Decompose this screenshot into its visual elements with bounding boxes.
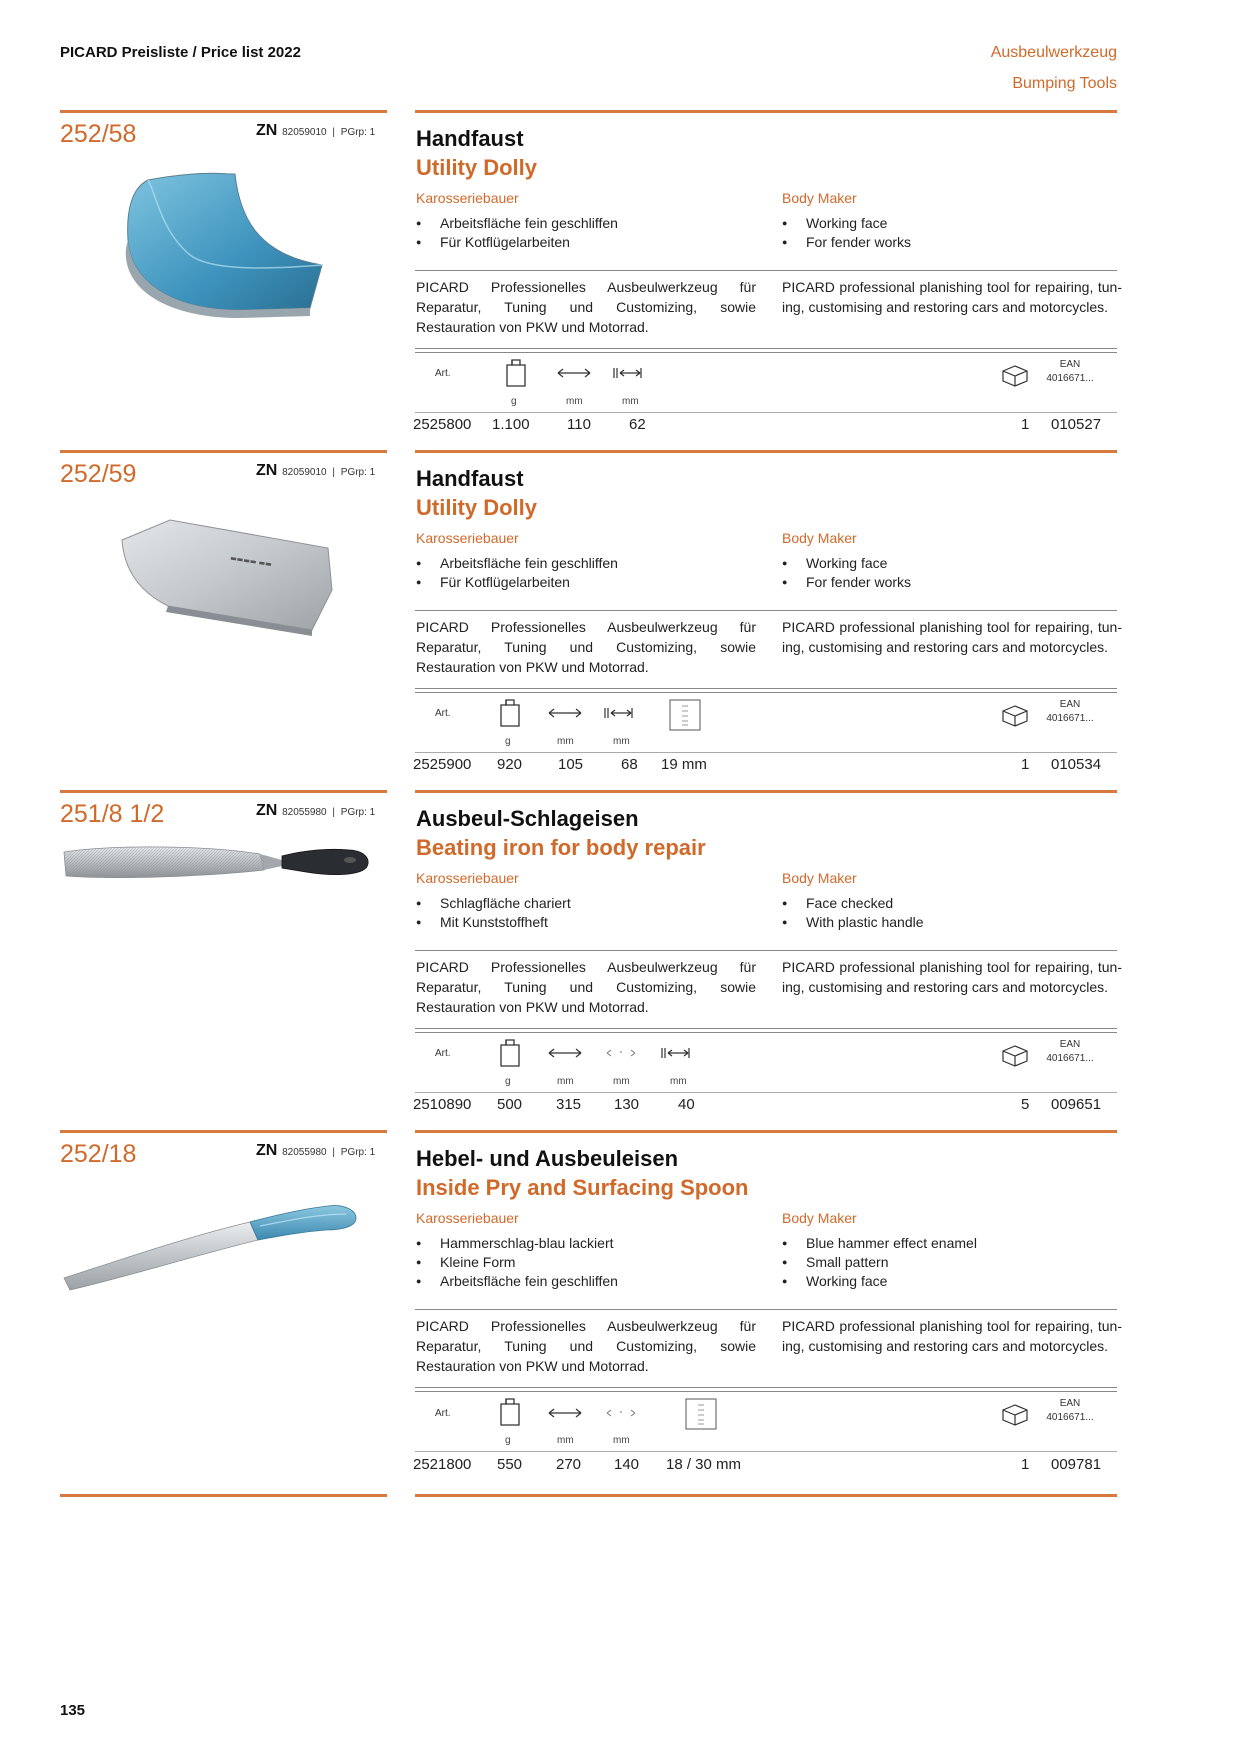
feature-item: ● Face checked — [782, 894, 1122, 913]
zn-info — [256, 122, 375, 140]
description-de: PICARD Professionelles Ausbeulwerkzeug für Reparatur, Tuning und Customizing, sowie Restauration von PKW und Motorrad. — [416, 959, 756, 1015]
blade-length-icon — [603, 1047, 639, 1059]
section-divider — [415, 950, 1117, 951]
pack-quantity: 1 — [1021, 756, 1030, 773]
ean-header — [1040, 1038, 1100, 1066]
zn-separator: | — [332, 807, 335, 818]
length-icon — [547, 707, 583, 719]
features-de-column — [416, 190, 756, 252]
zn-code: 82055980 — [282, 1147, 327, 1158]
ean-suffix: 009651 — [1051, 1096, 1102, 1113]
ean-header — [1040, 1397, 1100, 1425]
orange-rule-right — [415, 1130, 1117, 1133]
product-block-4 — [0, 1130, 1240, 1500]
feature-item: ● Für Kotflügelarbeiten — [416, 233, 756, 252]
zn-code: 82059010 — [282, 467, 327, 478]
description-de: PICARD Professionelles Ausbeulwerkzeug für Reparatur, Tuning und Customizing, sowie Restauration von PKW und Motorrad. — [416, 279, 756, 335]
thickness-gauge-icon — [684, 1397, 718, 1431]
unit-label: g — [505, 736, 511, 747]
ean-prefix: 4016671... — [1046, 373, 1094, 384]
art-header: Art. — [435, 1048, 451, 1059]
section-divider — [415, 1309, 1117, 1310]
column-heading-en: Body Maker — [782, 1210, 857, 1226]
product-title-de: Handfaust — [416, 466, 524, 491]
ean-suffix: 010527 — [1051, 416, 1102, 433]
zn-separator: | — [332, 467, 335, 478]
table-top-rule-2 — [415, 1032, 1117, 1033]
unit-label: mm — [557, 736, 574, 747]
pgrp: PGrp: 1 — [340, 467, 376, 478]
art-header: Art. — [435, 368, 451, 379]
package-box-icon — [1000, 704, 1030, 728]
features-list-de — [416, 1234, 756, 1291]
length-value: 315 — [556, 1096, 582, 1113]
column-heading-en: Body Maker — [782, 870, 857, 886]
width-icon — [660, 1047, 694, 1059]
ean-suffix: 010534 — [1051, 756, 1102, 773]
article-number: 251/8 1/2 — [60, 800, 165, 828]
column-heading-de: Karosseriebauer — [416, 870, 519, 886]
product-title-en: Utility Dolly — [416, 495, 538, 520]
table-top-rule — [415, 1387, 1117, 1388]
feature-item: ● For fender works — [782, 573, 1122, 592]
category-de: Ausbeulwerkzeug — [990, 44, 1117, 61]
ean-label: EAN — [1059, 699, 1081, 710]
width-value: 62 — [629, 416, 646, 433]
features-en-column — [782, 870, 1122, 932]
thickness-gauge-icon — [668, 698, 702, 732]
width-icon — [603, 707, 637, 719]
product-title-de: Handfaust — [416, 126, 524, 151]
features-en-column — [782, 1210, 1122, 1291]
feature-item: ● Working face — [782, 214, 1122, 233]
unit-label: g — [505, 1076, 511, 1087]
unit-label: mm — [557, 1435, 574, 1446]
length-value: 110 — [567, 416, 591, 433]
zn-info — [256, 462, 375, 480]
orange-rule-left — [60, 110, 387, 113]
product-block-2 — [0, 450, 1240, 790]
zn-label: ZN — [256, 122, 278, 139]
feature-item: ● Arbeitsfläche fein geschliffen — [416, 554, 756, 573]
column-heading-de: Karosseriebauer — [416, 530, 519, 546]
width-value: 68 — [621, 756, 638, 773]
article-code: 2510890 — [413, 1096, 472, 1113]
article-code: 2521800 — [413, 1456, 472, 1473]
column-heading-de: Karosseriebauer — [416, 1210, 519, 1226]
width-icon — [612, 367, 646, 379]
feature-item: ● With plastic handle — [782, 913, 1122, 932]
orange-rule-right — [415, 790, 1117, 793]
section-divider — [415, 270, 1117, 271]
ean-suffix: 009781 — [1051, 1456, 1102, 1473]
length-icon — [547, 1407, 583, 1419]
unit-label: mm — [670, 1076, 687, 1087]
length-value: 105 — [558, 756, 584, 773]
page-header-title: PICARD Preisliste / Price list 2022 — [60, 44, 301, 61]
table-top-rule-2 — [415, 1391, 1117, 1392]
table-top-rule-2 — [415, 692, 1117, 693]
features-list-en — [782, 214, 1122, 252]
article-code: 2525800 — [413, 416, 472, 433]
article-code: 2525900 — [413, 756, 472, 773]
section-divider — [415, 610, 1117, 611]
table-top-rule — [415, 1028, 1117, 1029]
feature-item: ● Working face — [782, 1272, 1122, 1291]
orange-rule-left — [60, 790, 387, 793]
feature-item: ● Für Kotflügelarbeiten — [416, 573, 756, 592]
table-top-rule-2 — [415, 352, 1117, 353]
features-list-de — [416, 894, 756, 932]
features-list-en — [782, 894, 1122, 932]
product-title-en: Utility Dolly — [416, 155, 538, 180]
beating-iron-image — [60, 840, 387, 1020]
weight-value: 920 — [497, 756, 523, 773]
width-value: 40 — [678, 1096, 695, 1113]
pack-quantity: 5 — [1021, 1096, 1030, 1113]
ean-prefix: 4016671... — [1046, 1412, 1094, 1423]
feature-item: ● Hammerschlag-blau lackiert — [416, 1234, 756, 1253]
product-title-de: Hebel- und Ausbeuleisen — [416, 1146, 679, 1171]
orange-rule-right — [415, 110, 1117, 113]
zn-label: ZN — [256, 462, 278, 479]
blade-length-value: 140 — [614, 1456, 640, 1473]
article-number: 252/58 — [60, 120, 137, 148]
weight-value: 550 — [497, 1456, 523, 1473]
feature-item: ● For fender works — [782, 233, 1122, 252]
pgrp: PGrp: 1 — [340, 127, 376, 138]
feature-item: ● Schlagfläche chariert — [416, 894, 756, 913]
feature-item: ● Blue hammer effect enamel — [782, 1234, 1122, 1253]
unit-label: mm — [613, 1076, 630, 1087]
feature-item: ● Small pattern — [782, 1253, 1122, 1272]
package-box-icon — [1000, 1044, 1030, 1068]
unit-label: g — [511, 396, 517, 407]
page-number: 135 — [60, 1702, 86, 1719]
utility-dolly-curved-image — [60, 160, 387, 340]
zn-label: ZN — [256, 802, 278, 819]
features-en-column — [782, 190, 1122, 252]
column-heading-en: Body Maker — [782, 190, 857, 206]
ean-header — [1040, 358, 1100, 386]
product-title-en: Inside Pry and Surfacing Spoon — [416, 1175, 749, 1200]
pack-quantity: 1 — [1021, 1456, 1030, 1473]
orange-rule-left — [60, 450, 387, 453]
feature-item: ● Arbeitsfläche fein geschliffen — [416, 1272, 756, 1291]
table-header-rule — [415, 752, 1117, 753]
description-en: PICARD professional planishing tool for repairing, tun- ing, customising and restoring cars and motorcycles. — [782, 619, 1122, 655]
feature-item: ● Working face — [782, 554, 1122, 573]
ean-prefix: 4016671... — [1046, 1053, 1094, 1064]
zn-separator: | — [332, 1147, 335, 1158]
pgrp: PGrp: 1 — [340, 1147, 376, 1158]
weight-value: 500 — [497, 1096, 523, 1113]
unit-label: mm — [622, 396, 639, 407]
weight-icon — [499, 1397, 521, 1427]
features-en-column — [782, 530, 1122, 592]
thickness-value: 19 mm — [661, 756, 707, 773]
table-header-rule — [415, 1451, 1117, 1452]
feature-item: ● Kleine Form — [416, 1253, 756, 1272]
zn-label: ZN — [256, 1142, 278, 1159]
svg-text:▬▬▬▬ ▬▬: ▬▬▬▬ ▬▬ — [229, 554, 273, 569]
orange-rule-bottom-right — [415, 1494, 1117, 1497]
weight-icon — [505, 358, 527, 388]
ean-label: EAN — [1059, 1039, 1081, 1050]
features-de-column — [416, 1210, 756, 1291]
unit-label: mm — [557, 1076, 574, 1087]
ean-label: EAN — [1059, 1398, 1081, 1409]
ean-prefix: 4016671... — [1046, 713, 1094, 724]
art-header: Art. — [435, 708, 451, 719]
zn-code: 82055980 — [282, 807, 327, 818]
thickness-value: 18 / 30 mm — [666, 1456, 742, 1473]
description-en: PICARD professional planishing tool for repairing, tun- ing, customising and restoring cars and motorcycles. — [782, 959, 1122, 995]
unit-label: mm — [566, 396, 583, 407]
pry-spoon-image — [60, 1180, 387, 1360]
blade-length-icon — [603, 1407, 639, 1419]
pgrp: PGrp: 1 — [340, 807, 376, 818]
description-en: PICARD professional planishing tool for repairing, tun- ing, customising and restoring cars and motorcycles. — [782, 1318, 1122, 1354]
length-icon — [547, 1047, 583, 1059]
features-de-column — [416, 870, 756, 932]
orange-rule-right — [415, 450, 1117, 453]
weight-icon — [499, 698, 521, 728]
ean-header — [1040, 698, 1100, 726]
zn-code: 82059010 — [282, 127, 327, 138]
pack-quantity: 1 — [1021, 416, 1030, 433]
length-value: 270 — [556, 1456, 582, 1473]
table-top-rule — [415, 348, 1117, 349]
package-box-icon — [1000, 364, 1030, 388]
table-top-rule — [415, 688, 1117, 689]
feature-item: ● Arbeitsfläche fein geschliffen — [416, 214, 756, 233]
article-number: 252/59 — [60, 460, 137, 488]
product-title-de: Ausbeul-Schlageisen — [416, 806, 639, 831]
features-list-en — [782, 554, 1122, 592]
art-header: Art. — [435, 1408, 451, 1419]
table-header-rule — [415, 1092, 1117, 1093]
description-de: PICARD Professionelles Ausbeulwerkzeug für Reparatur, Tuning und Customizing, sowie Restauration von PKW und Motorrad. — [416, 619, 756, 675]
product-block-1 — [0, 110, 1240, 450]
product-title-en: Beating iron for body repair — [416, 835, 706, 860]
zn-info — [256, 802, 375, 820]
feature-item: ● Mit Kunststoffheft — [416, 913, 756, 932]
orange-rule-bottom-left — [60, 1494, 387, 1497]
weight-value: 1.100 — [492, 416, 530, 433]
zn-separator: | — [332, 127, 335, 138]
weight-icon — [499, 1038, 521, 1068]
features-list-de — [416, 554, 756, 592]
blade-length-value: 130 — [614, 1096, 640, 1113]
features-list-en — [782, 1234, 1122, 1291]
article-number: 252/18 — [60, 1140, 137, 1168]
features-de-column — [416, 530, 756, 592]
features-list-de — [416, 214, 756, 252]
table-header-rule — [415, 412, 1117, 413]
description-en: PICARD professional planishing tool for repairing, tun- ing, customising and restoring cars and motorcycles. — [782, 279, 1122, 315]
orange-rule-left — [60, 1130, 387, 1133]
product-block-3 — [0, 790, 1240, 1130]
zn-info — [256, 1142, 375, 1160]
package-box-icon — [1000, 1403, 1030, 1427]
column-heading-en: Body Maker — [782, 530, 857, 546]
category-en: Bumping Tools — [1012, 75, 1117, 92]
unit-label: mm — [613, 736, 630, 747]
description-de: PICARD Professionelles Ausbeulwerkzeug für Reparatur, Tuning und Customizing, sowie Restauration von PKW und Motorrad. — [416, 1318, 756, 1374]
ean-label: EAN — [1059, 359, 1081, 370]
length-icon — [556, 367, 592, 379]
unit-label: mm — [613, 1435, 630, 1446]
utility-dolly-flat-image — [60, 500, 387, 680]
unit-label: g — [505, 1435, 511, 1446]
column-heading-de: Karosseriebauer — [416, 190, 519, 206]
